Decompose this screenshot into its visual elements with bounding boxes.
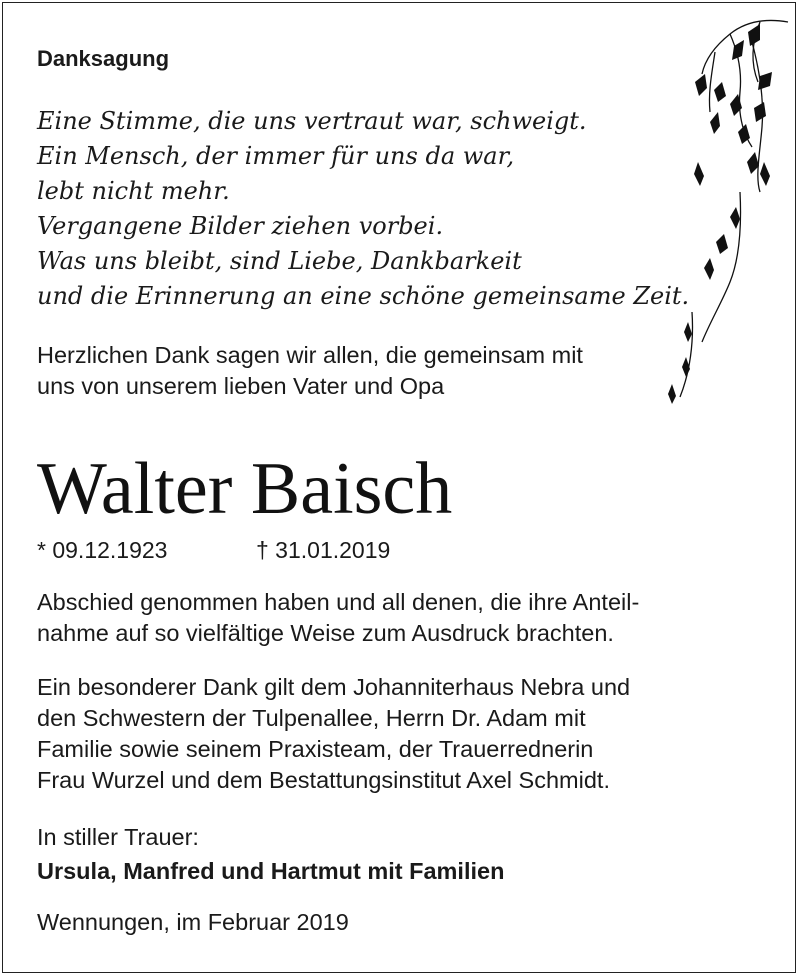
thanks-line: Familie sowie seinem Praxisteam, der Trauerrednerin bbox=[37, 736, 594, 762]
poem-line: Ein Mensch, der immer für uns da war, bbox=[37, 142, 515, 170]
mourning-label: In stiller Trauer: bbox=[37, 824, 199, 850]
intro-text bbox=[37, 340, 583, 402]
thanks-line: Frau Wurzel und dem Bestattungsinstitut Axel Schmidt. bbox=[37, 767, 610, 793]
farewell-line: nahme auf so vielfältige Weise zum Ausdruck brachten. bbox=[37, 620, 614, 646]
poem-line: Was uns bleibt, sind Liebe, Dankbarkeit bbox=[37, 247, 522, 275]
birth-date: * 09.12.1923 bbox=[37, 537, 168, 563]
poem-line: Vergangene Bilder ziehen vorbei. bbox=[37, 212, 444, 240]
mourners: Ursula, Manfred und Hartmut mit Familien bbox=[37, 858, 505, 884]
intro-line: uns von unserem lieben Vater und Opa bbox=[37, 373, 445, 399]
poem-line: und die Erinnerung an eine schöne gemeinsame Zeit. bbox=[37, 282, 690, 310]
deceased-name: Walter Baisch bbox=[37, 448, 453, 530]
intro-line: Herzlichen Dank sagen wir allen, die gemeinsam mit bbox=[37, 342, 583, 368]
poem-line: lebt nicht mehr. bbox=[37, 177, 230, 205]
farewell-line: Abschied genommen haben und all denen, die ihre Anteil- bbox=[37, 589, 640, 615]
special-thanks-text bbox=[37, 672, 630, 796]
poem-line: Eine Stimme, die uns vertraut war, schweigt. bbox=[37, 107, 587, 135]
thanks-line: den Schwestern der Tulpenallee, Herrn Dr. Adam mit bbox=[37, 705, 586, 731]
life-dates bbox=[37, 536, 391, 564]
farewell-text bbox=[37, 587, 639, 649]
heading: Danksagung bbox=[37, 46, 170, 71]
place-date: Wennungen, im Februar 2019 bbox=[37, 909, 349, 935]
thanks-line: Ein besonderer Dank gilt dem Johanniterhaus Nebra und bbox=[37, 674, 631, 700]
death-date: † 31.01.2019 bbox=[256, 537, 391, 563]
poem bbox=[37, 104, 689, 314]
